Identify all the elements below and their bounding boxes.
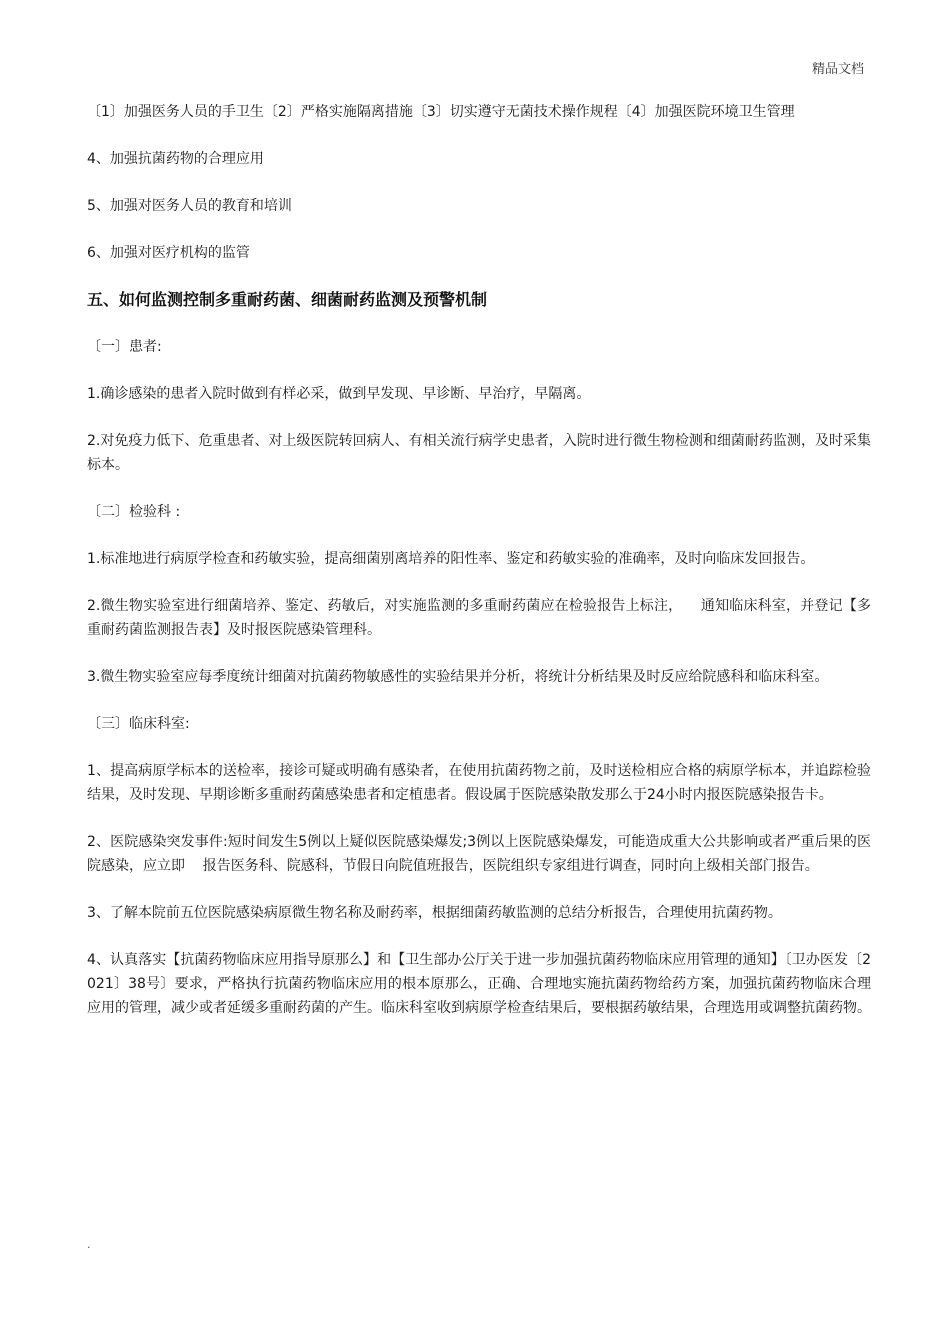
clinical-item-4: 4、认真落实【抗菌药物临床应用指导原那么】和【卫生部办公厅关于进一步加强抗菌药物临床应用管理的通知】〔卫办医发〔2021〕38号〕要求，严格执行抗菌药物临床应用的根本原那么，正确、合理地实施抗菌药物给药方案，加强抗菌药物临床合理应用的管理，减少或者延缓多重耐药菌的产生。临床科室收到病原学检查结果后，要根据药敏结果，合理选用或调整抗菌药物。 <box>87 952 871 1016</box>
paragraph-staff-training: 5、加强对医务人员的教育和培训 <box>87 198 292 214</box>
document-body <box>87 100 871 1043</box>
clinical-item-3: 3、了解本院前五位医院感染病原微生物名称及耐药率，根据细菌药敏监测的总结分析报告，合理使用抗菌药物。 <box>87 905 782 921</box>
paragraph-institution-supervision: 6、加强对医疗机构的监管 <box>87 245 250 261</box>
paragraph-antibiotic-use: 4、加强抗菌药物的合理应用 <box>87 151 264 167</box>
subheading-patients: 〔一〕患者: <box>87 339 162 355</box>
section-title: 五、如何监测控制多重耐药菌、细菌耐药监测及预警机制 <box>87 290 488 309</box>
lab-item-3: 3.微生物实验室应每季度统计细菌对抗菌药物敏感性的实验结果并分析，将统计分析结果及时反应给院感科和临床科室。 <box>87 669 829 685</box>
clinical-item-1: 1、提高病原学标本的送检率，接诊可疑或明确有感染者，在使用抗菌药物之前，及时送检相应合格的病原学标本，并追踪检验结果，及时发现、早期诊断多重耐药菌感染患者和定植患者。假设属于医院感染散发那么于24小时内报医院感染报告卡。 <box>87 763 871 803</box>
patients-item-1: 1.确诊感染的患者入院时做到有样必采，做到早发现、早诊断、早治疗，早隔离。 <box>87 386 591 402</box>
subheading-lab: 〔二〕检验科 : <box>87 504 181 520</box>
lab-item-1: 1.标准地进行病原学检查和药敏实验，提高细菌别离培养的阳性率、鉴定和药敏实验的准确率，及时向临床发回报告。 <box>87 551 815 567</box>
page-header-mark: 精品文档 <box>811 62 864 77</box>
lab-item-2: 2.微生物实验室进行细菌培养、鉴定、药敏后，对实施监测的多重耐药菌应在检验报告上标注， 通知临床科室，并登记【多重耐药菌监测报告表】及时报医院感染管理科。 <box>87 598 871 638</box>
subheading-clinical: 〔三〕临床科室: <box>87 716 190 732</box>
patients-item-2: 2.对免疫力低下、危重患者、对上级医院转回病人、有相关流行病学史患者，入院时进行微生物检测和细菌耐药监测，及时采集标本。 <box>87 433 871 473</box>
paragraph-hygiene-measures: 〔1〕加强医务人员的手卫生〔2〕严格实施隔离措施〔3〕切实遵守无菌技术操作规程〔4〕加强医院环境卫生管理 <box>87 104 795 120</box>
clinical-item-2: 2、医院感染突发事件:短时间发生5例以上疑似医院感染爆发;3例以上医院感染爆发，可能造成重大公共影响或者严重后果的医院感染，应立即 报告医务科、院感科，节假日向院值班报告，医院组织专家组进行调查，同时向上级相关部门报告。 <box>87 834 871 874</box>
page-footer-mark: . <box>87 1238 91 1251</box>
